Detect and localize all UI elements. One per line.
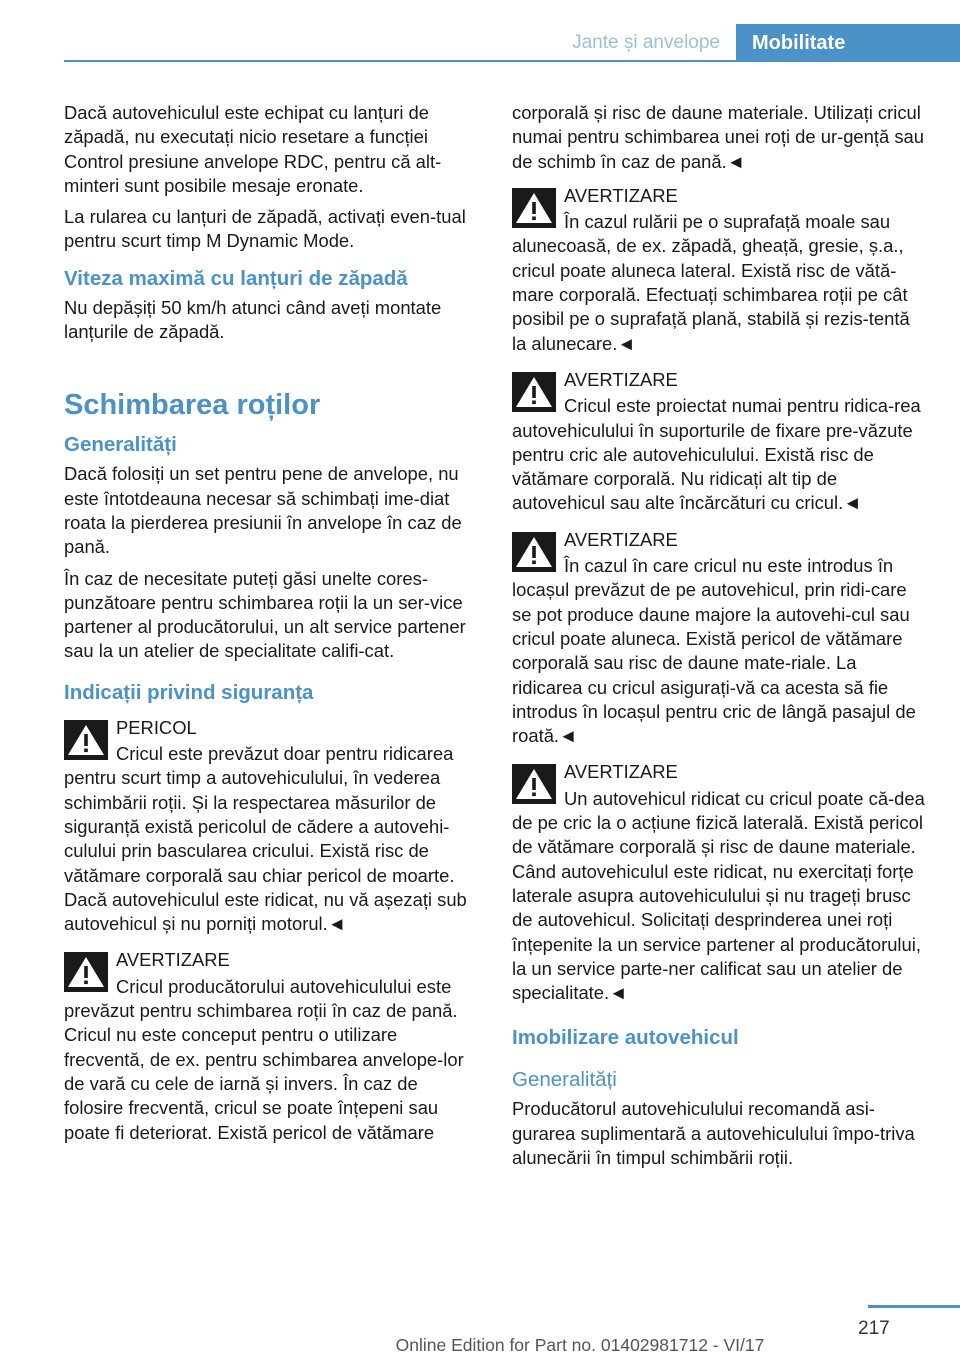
chapter-tab: Mobilitate: [736, 24, 960, 62]
warning-title: AVERTIZARE: [564, 761, 678, 783]
paragraph: Producătorul autovehiculului recomandă asi‐gurarea suplimentară a autovehiculului împo‐triva alunecării în timpul schimbării roții.: [512, 1098, 915, 1168]
right-column: [512, 101, 928, 1177]
left-column: [64, 101, 480, 1157]
warning-text: Cricul este proiectat numai pentru ridica‐rea autovehiculului în suporturile de fixare pre‐văzute pentru cric ale autovehiculului. Există risc de vătămare corporală. Nu ridicați alt tip de autovehicul sau alte încărcături cu cricul.◄: [512, 395, 921, 514]
paragraph: Dacă folosiți un set pentru pene de anvelope, nu este întotdeauna necesar să schimbați ime‐diat roata la pierderea presiunii în anvelope în caz de pană.: [64, 463, 462, 558]
paragraph: corporală și risc de daune materiale. Utilizați cricul numai pentru schimbarea unei roți de ur‐gență sau de schimb în caz de pană.◄: [512, 102, 924, 172]
warning-text: În cazul rulării pe o suprafață moale sau alunecoasă, de ex. zăpadă, gheață, gresie, ș.a., cricul poate aluneca lateral. Există risc de vătă‐mare corporală. Efectuați schimbarea roții pe cât posibil pe o suprafață plană, stabilă și rezis‐tentă la alunecare.◄: [512, 211, 910, 354]
warning-block: [64, 948, 480, 1144]
warning-triangle-icon: [512, 188, 556, 228]
paragraph: În caz de necesitate puteți găsi unelte cores‐punzătoare pentru schimbarea roții la un ser‐vice partener al producătorului, un alt service partener sau la un atelier de specialitate califi‐cat.: [64, 567, 466, 662]
warning-triangle-icon: [512, 532, 556, 572]
heading-max-speed: Viteza maximă cu lanțuri de zăpadă: [64, 266, 408, 290]
warning-block: [512, 528, 928, 749]
warning-title: AVERTIZARE: [116, 949, 230, 971]
warning-triangle-icon: [512, 764, 556, 804]
warning-block: [512, 184, 928, 356]
warning-title: AVERTIZARE: [564, 528, 678, 550]
heading-immobilize: Imobilizare autovehicul: [512, 1026, 739, 1050]
warning-block: [512, 760, 928, 1005]
warning-title: AVERTIZARE: [564, 368, 678, 390]
heading-safety: Indicații privind siguranța: [64, 680, 314, 704]
heading-general: Generalități: [64, 433, 177, 457]
heading-wheel-change: Schimbarea roților: [64, 389, 321, 422]
heading-general-2: Generalități: [512, 1068, 617, 1092]
paragraph: La rularea cu lanțuri de zăpadă, activați even‐tual pentru scurt timp M Dynamic Mode.: [64, 206, 466, 252]
warning-title: PERICOL: [116, 716, 197, 738]
warning-title: AVERTIZARE: [564, 184, 678, 206]
warning-text: Cricul producătorului autovehiculului este prevăzut pentru schimbarea roții în caz de pană. Cricul nu este conceput pentru o utilizare frecventă, de ex. pentru schimbarea anvelope‐lor de vară cu cele de iarnă și invers. În caz de folosire frecventă, cricul se poate înțepeni sau poate fi deteriorat. Există pericol de vătămare: [64, 975, 464, 1143]
warning-triangle-icon: [64, 720, 108, 760]
warning-text: Un autovehicul ridicat cu cricul poate că‐dea de pe cric la o acțiune fizică laterală. Există pericol de vătămare corporală și risc de daune materiale. Când autovehiculul este ridicat, nu exercitați forțe laterale asupra autovehiculului și nu trageți brusc de autovehicul. Solicitați desprinderea unei roți înțepenite la un service partener al producătorului, la un service parte‐ner calificat sau un atelier de specialitate.◄: [512, 787, 925, 1004]
edition-footer: Online Edition for Part no. 01402981712 - VI/17: [395, 1335, 765, 1355]
page-header: [64, 24, 960, 62]
page-number: 217: [858, 1318, 890, 1339]
warning-text: Cricul este prevăzut doar pentru ridicarea pentru scurt timp a autovehiculului, în vederea schimbării roții. Și la respectarea măsurilor de siguranță există pericolul de cădere a autovehi‐culului prin bascularea cricului. Există risc de vătămare corporală sau chiar pericol de moarte. Dacă autovehiculul este ridicat, nu vă așezați sub autovehicul și nu porniți motorul.◄: [64, 743, 467, 935]
warning-block: [64, 716, 480, 937]
warning-block: [512, 368, 928, 516]
header-rule: [64, 60, 960, 62]
paragraph: Nu depășiți 50 km/h atunci când aveți montate lanțurile de zăpadă.: [64, 296, 442, 343]
warning-text: În cazul în care cricul nu este introdus în locașul prevăzut de pe autovehicul, prin ridi‐care se pot produce daune majore la autovehi‐cul sau cricul poate aluneca. Există pericol de vătămare corporală sau risc de daune mate‐riale. La ridicarea cu cricul asigurați-vă ca acesta să fie introdus în locașul pentru cric de lângă pasajul de roată.◄: [512, 555, 916, 747]
warning-triangle-icon: [64, 952, 108, 992]
page-number-rule: [868, 1305, 960, 1308]
paragraph: Dacă autovehiculul este echipat cu lanțuri de zăpadă, nu executați nicio resetare a funcției Control presiune anvelope RDC, pentru că alt‐minteri sunt posibile mesaje eronate.: [64, 102, 442, 196]
section-title: Jante și anvelope: [572, 32, 720, 53]
warning-triangle-icon: [512, 372, 556, 412]
